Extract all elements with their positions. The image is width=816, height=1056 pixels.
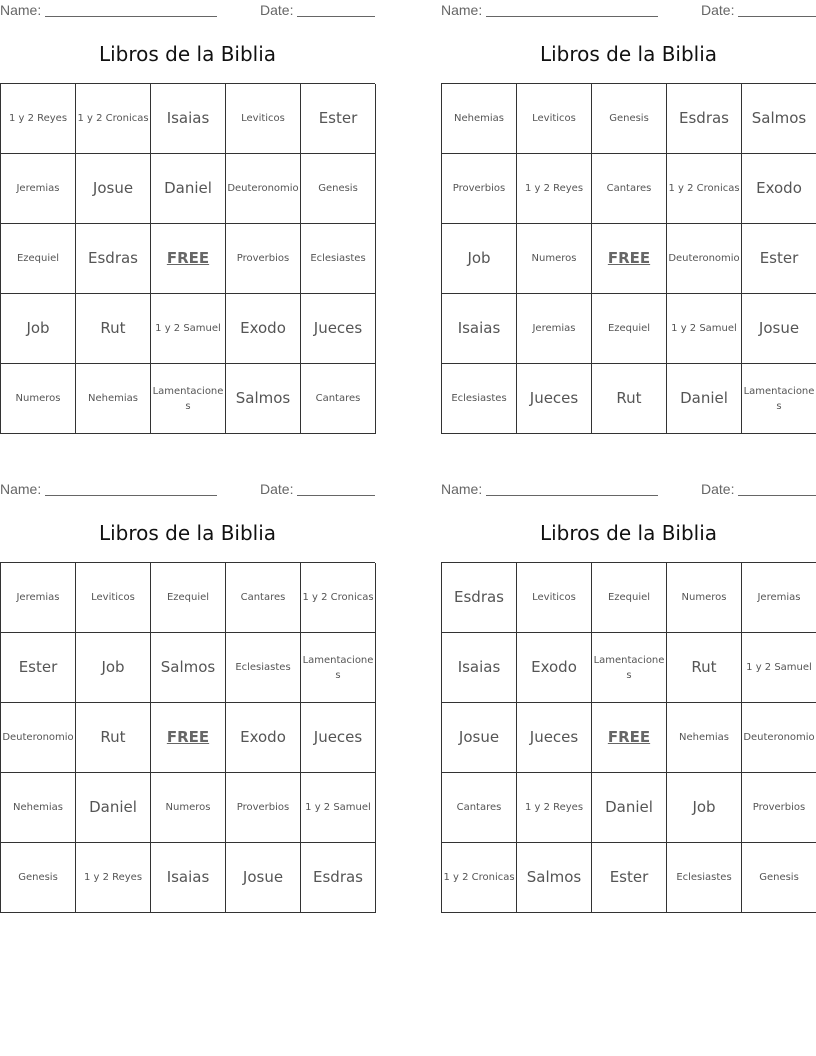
bingo-cell: 1 y 2 Samuel [301,773,376,843]
bingo-cell: Salmos [226,364,301,434]
date-label: Date: [701,2,735,18]
card-header [0,479,375,501]
bingo-cell: Rut [76,294,151,364]
name-line[interactable] [486,16,658,17]
bingo-cell: Ester [742,224,816,294]
name-label: Name: [0,2,42,18]
bingo-cell: Cantares [301,364,376,434]
bingo-cell: Jeremias [1,154,76,224]
bingo-cell: Esdras [442,563,517,633]
bingo-cell: Nehemias [76,364,151,434]
bingo-cell: Salmos [151,633,226,703]
bingo-cell: 1 y 2 Reyes [1,84,76,154]
free-space-cell: FREE [592,703,667,773]
bingo-cell: Job [76,633,151,703]
bingo-cell: Nehemias [667,703,742,773]
bingo-cell: Rut [667,633,742,703]
bingo-cell: Proverbios [226,773,301,843]
bingo-cell: Daniel [151,154,226,224]
bingo-cell: Josue [742,294,816,364]
bingo-cell: Leviticos [517,563,592,633]
bingo-cell: Jeremias [517,294,592,364]
card-title: Libros de la Biblia [98,42,277,66]
bingo-cell: Isaias [442,294,517,364]
name-label: Name: [0,481,42,497]
date-line[interactable] [738,16,816,17]
bingo-cell: Eclesiastes [667,843,742,913]
bingo-cell: Ezequiel [592,294,667,364]
bingo-cell: Lamentaciones [592,633,667,703]
bingo-cell: 1 y 2 Cronicas [301,563,376,633]
bingo-cell: Cantares [226,563,301,633]
date-label: Date: [260,481,294,497]
bingo-cell: Proverbios [226,224,301,294]
bingo-cell: Numeros [1,364,76,434]
bingo-cell: Jeremias [1,563,76,633]
bingo-cell: Isaias [151,84,226,154]
bingo-cell: Leviticos [517,84,592,154]
bingo-cell: Lamentaciones [742,364,816,434]
bingo-cell: Esdras [301,843,376,913]
bingo-cell: Isaias [151,843,226,913]
bingo-cell: Job [442,224,517,294]
bingo-cell: 1 y 2 Reyes [76,843,151,913]
bingo-cell: Deuteronomio [742,703,816,773]
bingo-cell: Cantares [592,154,667,224]
bingo-cell: Proverbios [742,773,816,843]
bingo-cell: Salmos [517,843,592,913]
name-label: Name: [441,2,483,18]
card-header [441,479,816,501]
bingo-cell: Deuteronomio [667,224,742,294]
bingo-cell: Deuteronomio [1,703,76,773]
bingo-cell: Jueces [301,294,376,364]
bingo-cell: Deuteronomio [226,154,301,224]
bingo-cell: 1 y 2 Reyes [517,154,592,224]
bingo-cell: Ester [592,843,667,913]
free-space-cell: FREE [592,224,667,294]
bingo-cell: Exodo [226,294,301,364]
bingo-cell: Numeros [517,224,592,294]
bingo-cell: Lamentaciones [301,633,376,703]
bingo-cell: Josue [442,703,517,773]
bingo-cell: Ester [301,84,376,154]
bingo-grid [0,562,375,913]
bingo-cell: 1 y 2 Samuel [667,294,742,364]
card-title: Libros de la Biblia [539,42,718,66]
bingo-cell: Esdras [76,224,151,294]
bingo-cell: Eclesiastes [301,224,376,294]
bingo-cell: Leviticos [76,563,151,633]
bingo-cell: Genesis [1,843,76,913]
bingo-cell: Daniel [667,364,742,434]
bingo-cell: 1 y 2 Samuel [742,633,816,703]
bingo-cell: Jeremias [742,563,816,633]
bingo-cell: 1 y 2 Cronicas [667,154,742,224]
bingo-cell: Genesis [592,84,667,154]
card-header [0,0,375,22]
bingo-cell: Jueces [301,703,376,773]
name-label: Name: [441,481,483,497]
bingo-cell: Numeros [667,563,742,633]
bingo-card-3 [0,479,375,887]
bingo-cell: Ezequiel [151,563,226,633]
bingo-cell: Rut [592,364,667,434]
bingo-cell: Jueces [517,364,592,434]
bingo-cell: 1 y 2 Cronicas [76,84,151,154]
name-line[interactable] [45,16,217,17]
bingo-grid [0,83,375,434]
bingo-cell: Ezequiel [592,563,667,633]
bingo-grid [441,562,816,913]
name-line[interactable] [486,495,658,496]
bingo-cell: Daniel [76,773,151,843]
bingo-cell: Numeros [151,773,226,843]
bingo-cell: 1 y 2 Reyes [517,773,592,843]
bingo-cell: Jueces [517,703,592,773]
bingo-cell: Daniel [592,773,667,843]
bingo-cell: Genesis [301,154,376,224]
bingo-cell: Lamentaciones [151,364,226,434]
free-space-cell: FREE [151,224,226,294]
bingo-cell: Genesis [742,843,816,913]
date-label: Date: [701,481,735,497]
bingo-cell: 1 y 2 Samuel [151,294,226,364]
bingo-cell: Nehemias [442,84,517,154]
bingo-cell: Ester [1,633,76,703]
bingo-cell: Exodo [517,633,592,703]
bingo-cell: Rut [76,703,151,773]
bingo-cell: Job [667,773,742,843]
bingo-cell: Josue [76,154,151,224]
bingo-cell: Salmos [742,84,816,154]
bingo-cell: Josue [226,843,301,913]
bingo-card-2 [441,0,816,412]
free-space-cell: FREE [151,703,226,773]
bingo-grid [441,83,816,434]
date-line[interactable] [738,495,816,496]
bingo-cell: Proverbios [442,154,517,224]
bingo-card-1 [0,0,375,412]
bingo-cell: Cantares [442,773,517,843]
date-line[interactable] [297,495,375,496]
date-line[interactable] [297,16,375,17]
bingo-cell: Exodo [742,154,816,224]
bingo-cell: Eclesiastes [442,364,517,434]
bingo-cell: Leviticos [226,84,301,154]
card-header [441,0,816,22]
bingo-card-4 [441,479,816,887]
card-title: Libros de la Biblia [98,521,277,545]
bingo-cell: Ezequiel [1,224,76,294]
bingo-cell: Exodo [226,703,301,773]
bingo-cell: Eclesiastes [226,633,301,703]
date-label: Date: [260,2,294,18]
bingo-cell: Esdras [667,84,742,154]
bingo-cell: Nehemias [1,773,76,843]
bingo-cell: 1 y 2 Cronicas [442,843,517,913]
bingo-cell: Isaias [442,633,517,703]
name-line[interactable] [45,495,217,496]
bingo-cell: Job [1,294,76,364]
card-title: Libros de la Biblia [539,521,718,545]
